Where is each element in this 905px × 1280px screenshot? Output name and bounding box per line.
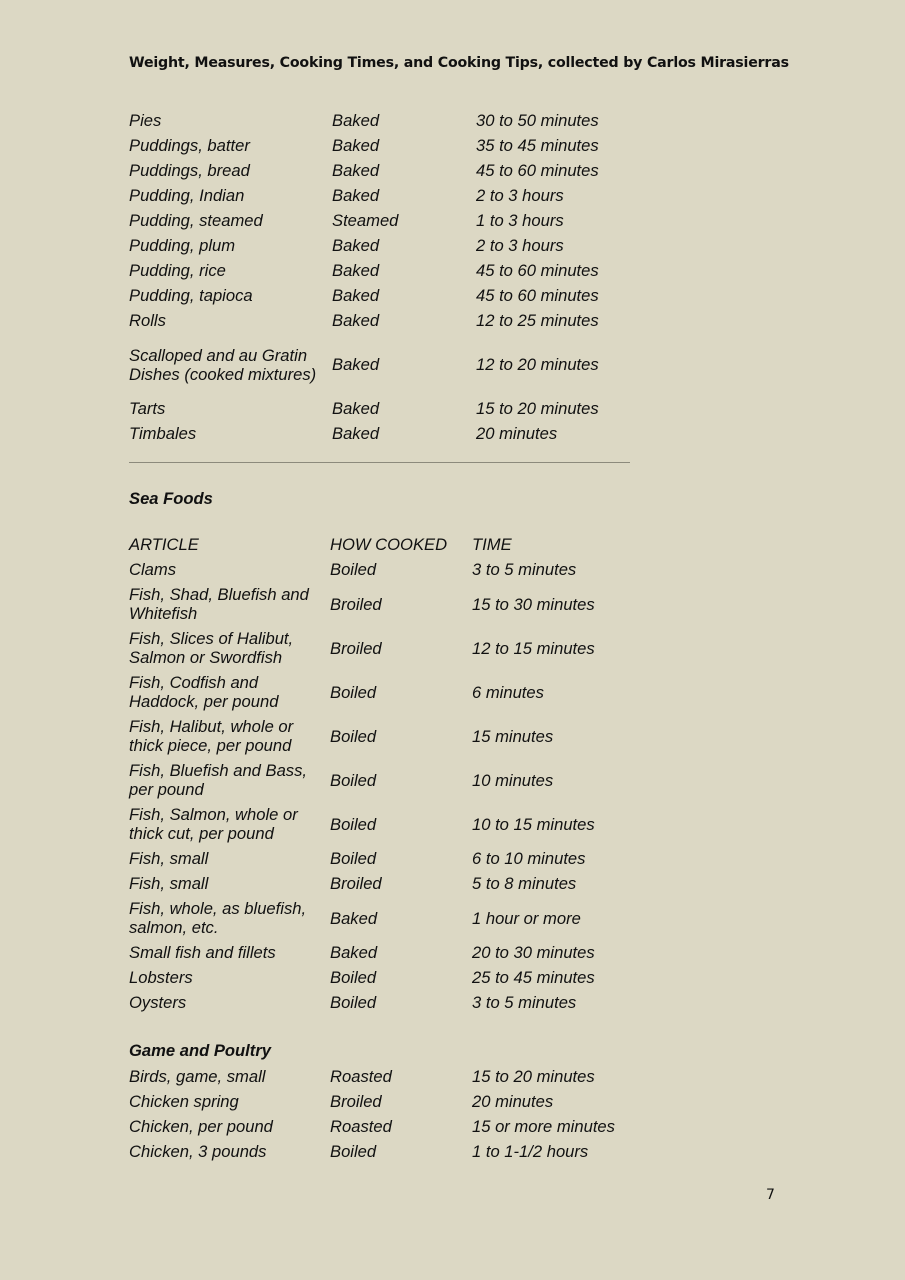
article-cell: Puddings, batter <box>129 136 250 155</box>
table-row <box>129 1064 615 1089</box>
article-cell: Pudding, plum <box>129 236 236 255</box>
time-cell: 15 to 30 minutes <box>472 594 595 614</box>
method-cell: Boiled <box>330 726 377 746</box>
table-row <box>129 670 595 714</box>
table-row <box>129 1114 615 1139</box>
time-cell: 12 to 25 minutes <box>476 311 599 330</box>
article-cell: Fish, Bluefish and Bass, per pound <box>129 761 308 799</box>
table-row <box>129 896 595 940</box>
time-cell: 45 to 60 minutes <box>476 161 599 180</box>
method-cell: Roasted <box>330 1117 392 1136</box>
method-cell: Boiled <box>330 993 377 1012</box>
method-cell: Broiled <box>330 594 382 614</box>
method-cell: Baked <box>332 424 380 443</box>
article-cell: Fish, small <box>129 874 209 893</box>
article-cell: Tarts <box>129 399 166 418</box>
article-cell: Fish, Halibut, whole or thick piece, per pound <box>129 717 294 755</box>
article-cell: Pudding, Indian <box>129 186 245 205</box>
article-cell: Scalloped and au Gratin Dishes (cooked mixtures) <box>129 345 317 384</box>
article-cell: Fish, small <box>129 849 209 868</box>
table-row <box>129 1089 615 1114</box>
table-header-row <box>129 532 595 557</box>
table-row <box>129 421 599 446</box>
method-cell: Baked <box>332 161 380 180</box>
table-row <box>129 333 599 396</box>
time-cell: 20 minutes <box>472 1092 554 1111</box>
time-cell: 25 to 45 minutes <box>472 968 595 987</box>
table-row <box>129 846 595 871</box>
table-row <box>129 626 595 670</box>
time-cell: 45 to 60 minutes <box>476 286 599 305</box>
time-cell: 15 to 20 minutes <box>472 1067 595 1086</box>
article-cell: Timbales <box>129 424 197 443</box>
article-cell: Birds, game, small <box>129 1067 266 1086</box>
time-cell: 1 to 3 hours <box>476 211 564 230</box>
table-row <box>129 940 595 965</box>
method-cell: Baked <box>330 908 378 928</box>
time-cell: 30 to 50 minutes <box>476 111 599 130</box>
method-cell: Boiled <box>330 770 377 790</box>
time-cell: 5 to 8 minutes <box>472 874 577 893</box>
method-cell: Boiled <box>330 814 377 834</box>
time-cell: 15 to 20 minutes <box>476 399 599 418</box>
table-row <box>129 158 599 183</box>
method-cell: Baked <box>332 399 380 418</box>
article-cell: Fish, whole, as bluefish, salmon, etc. <box>129 899 307 937</box>
article-cell: Pies <box>129 111 162 130</box>
article-cell: Small fish and fillets <box>129 943 276 962</box>
table-row <box>129 108 599 133</box>
table-row <box>129 802 595 846</box>
time-cell: 35 to 45 minutes <box>476 136 599 155</box>
table-row <box>129 871 595 896</box>
article-cell: Fish, Codfish and Haddock, per pound <box>129 673 279 711</box>
method-cell: Broiled <box>330 1092 382 1111</box>
game-poultry-table <box>129 1064 615 1164</box>
time-cell: 15 or more minutes <box>472 1117 615 1136</box>
time-cell: 12 to 20 minutes <box>476 355 599 374</box>
column-header-time: TIME <box>472 535 512 554</box>
column-header-how-cooked: HOW COOKED <box>330 535 448 554</box>
table-row <box>129 233 599 258</box>
table-row <box>129 582 595 626</box>
time-cell: 10 minutes <box>472 770 554 790</box>
section-title-sea-foods: Sea Foods <box>129 489 213 508</box>
table-row <box>129 258 599 283</box>
article-cell: Pudding, tapioca <box>129 286 253 305</box>
table-row <box>129 714 595 758</box>
method-cell: Baked <box>330 943 378 962</box>
table-row <box>129 758 595 802</box>
method-cell: Baked <box>332 136 380 155</box>
method-cell: Boiled <box>330 849 377 868</box>
article-cell: Rolls <box>129 311 166 330</box>
method-cell: Baked <box>332 261 380 280</box>
table-row <box>129 308 599 333</box>
time-cell: 20 to 30 minutes <box>472 943 595 962</box>
method-cell: Baked <box>332 111 380 130</box>
article-cell: Pudding, rice <box>129 261 226 280</box>
article-cell: Oysters <box>129 993 187 1012</box>
article-cell: Fish, Slices of Halibut, Salmon or Swordfish <box>129 629 294 667</box>
time-cell: 1 hour or more <box>472 908 581 928</box>
time-cell: 6 to 10 minutes <box>472 849 586 868</box>
method-cell: Boiled <box>330 968 377 987</box>
time-cell: 2 to 3 hours <box>476 236 564 255</box>
table-row <box>129 183 599 208</box>
time-cell: 2 to 3 hours <box>476 186 564 205</box>
time-cell: 3 to 5 minutes <box>472 560 577 579</box>
method-cell: Boiled <box>330 682 377 702</box>
article-cell: Chicken, per pound <box>129 1117 273 1136</box>
time-cell: 1 to 1-1/2 hours <box>472 1142 589 1161</box>
time-cell: 20 minutes <box>476 424 558 443</box>
table-row <box>129 208 599 233</box>
method-cell: Baked <box>332 236 380 255</box>
time-cell: 10 to 15 minutes <box>472 814 595 834</box>
table-row <box>129 283 599 308</box>
method-cell: Broiled <box>330 874 382 893</box>
table-row <box>129 396 599 421</box>
time-cell: 3 to 5 minutes <box>472 993 577 1012</box>
method-cell: Boiled <box>330 560 377 579</box>
sea-foods-table <box>129 532 595 1015</box>
article-cell: Puddings, bread <box>129 161 250 180</box>
article-cell: Chicken, 3 pounds <box>129 1142 267 1161</box>
method-cell: Baked <box>332 311 380 330</box>
column-header-article: ARTICLE <box>129 535 199 554</box>
article-cell: Fish, Shad, Bluefish and Whitefish <box>129 585 309 623</box>
article-cell: Fish, Salmon, whole or thick cut, per pound <box>129 805 298 843</box>
method-cell: Baked <box>332 355 380 374</box>
table-row <box>129 1139 615 1164</box>
method-cell: Baked <box>332 286 380 305</box>
baked-table <box>129 108 599 446</box>
section-title-game-poultry: Game and Poultry <box>129 1041 272 1060</box>
time-cell: 6 minutes <box>472 682 544 702</box>
method-cell: Boiled <box>330 1142 377 1161</box>
method-cell: Baked <box>332 186 380 205</box>
page-number: 7 <box>766 1187 775 1203</box>
table-row <box>129 557 595 582</box>
time-cell: 15 minutes <box>472 726 554 746</box>
table-row <box>129 133 599 158</box>
section-divider <box>129 462 630 463</box>
table-row <box>129 990 595 1015</box>
time-cell: 12 to 15 minutes <box>472 638 595 658</box>
table-row <box>129 965 595 990</box>
page-header: Weight, Measures, Cooking Times, and Cooking Tips, collected by Carlos Mirasierras <box>129 55 789 71</box>
article-cell: Pudding, steamed <box>129 211 263 230</box>
article-cell: Chicken spring <box>129 1092 239 1111</box>
time-cell: 45 to 60 minutes <box>476 261 599 280</box>
method-cell: Broiled <box>330 638 382 658</box>
article-cell: Clams <box>129 560 177 579</box>
method-cell: Steamed <box>332 211 399 230</box>
article-cell: Lobsters <box>129 968 193 987</box>
method-cell: Roasted <box>330 1067 392 1086</box>
